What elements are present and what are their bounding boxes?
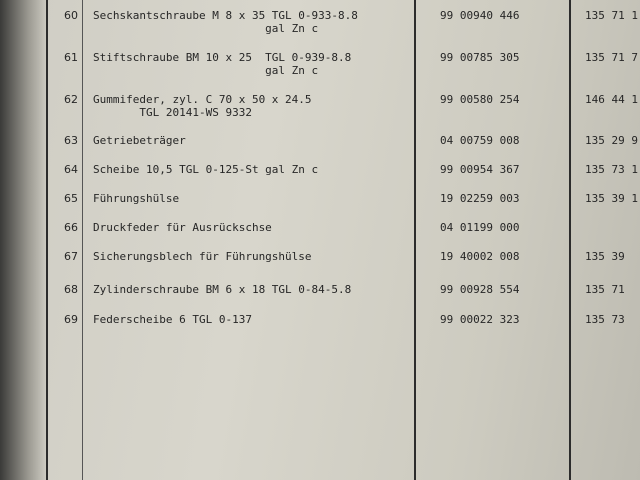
row-reference: 135 73 [585, 313, 625, 326]
row-reference: 135 73 1 [585, 163, 638, 176]
row-description: Führungshülse [93, 192, 180, 205]
row-description: Getriebeträger [93, 134, 186, 147]
row-reference: 135 71 1 [585, 9, 638, 22]
row-part-number: 19 40002 008 [440, 250, 520, 263]
row-number: 66 [64, 221, 78, 234]
column-rule-partnumber [569, 0, 571, 480]
row-reference: 146 44 1 [585, 93, 638, 106]
row-number: 67 [64, 250, 78, 263]
row-description: Zylinderschraube BM 6 x 18 TGL 0-84-5.8 [93, 283, 352, 296]
row-reference: 135 71 [585, 283, 625, 296]
row-reference: 135 71 7 [585, 51, 638, 64]
row-description: Stiftschraube BM 10 x 25 TGL 0-939-8.8 gal Zn c [93, 51, 352, 77]
row-reference: 135 39 [585, 250, 625, 263]
column-rule-number [82, 0, 83, 480]
row-part-number: 99 00954 367 [440, 163, 520, 176]
row-number: 65 [64, 192, 78, 205]
row-number: 60 [64, 9, 78, 22]
row-description: Gummifeder, zyl. C 70 x 50 x 24.5 TGL 20141-WS 9332 [93, 93, 312, 119]
row-number: 62 [64, 93, 78, 106]
row-part-number: 04 01199 000 [440, 221, 520, 234]
row-part-number: 19 02259 003 [440, 192, 520, 205]
row-reference: 135 39 1 [585, 192, 638, 205]
column-rule-description [414, 0, 416, 480]
row-number: 69 [64, 313, 78, 326]
row-number: 61 [64, 51, 78, 64]
row-description: Scheibe 10,5 TGL 0-125-St gal Zn c [93, 163, 319, 176]
column-rule-left [46, 0, 48, 480]
row-part-number: 99 00022 323 [440, 313, 520, 326]
row-number: 68 [64, 283, 78, 296]
row-part-number: 99 00940 446 [440, 9, 520, 22]
row-description: Sechskantschraube M 8 x 35 TGL 0-933-8.8 gal Zn c [93, 9, 358, 35]
page-edge-shadow [0, 0, 48, 480]
row-description: Federscheibe 6 TGL 0-137 [93, 313, 252, 326]
row-reference: 135 29 9 [585, 134, 638, 147]
row-number: 63 [64, 134, 78, 147]
row-description: Sicherungsblech für Führungshülse [93, 250, 312, 263]
row-part-number: 99 00928 554 [440, 283, 520, 296]
row-part-number: 99 00580 254 [440, 93, 520, 106]
row-description: Druckfeder für Ausrückschse [93, 221, 272, 234]
row-part-number: 99 00785 305 [440, 51, 520, 64]
row-part-number: 04 00759 008 [440, 134, 520, 147]
row-number: 64 [64, 163, 78, 176]
